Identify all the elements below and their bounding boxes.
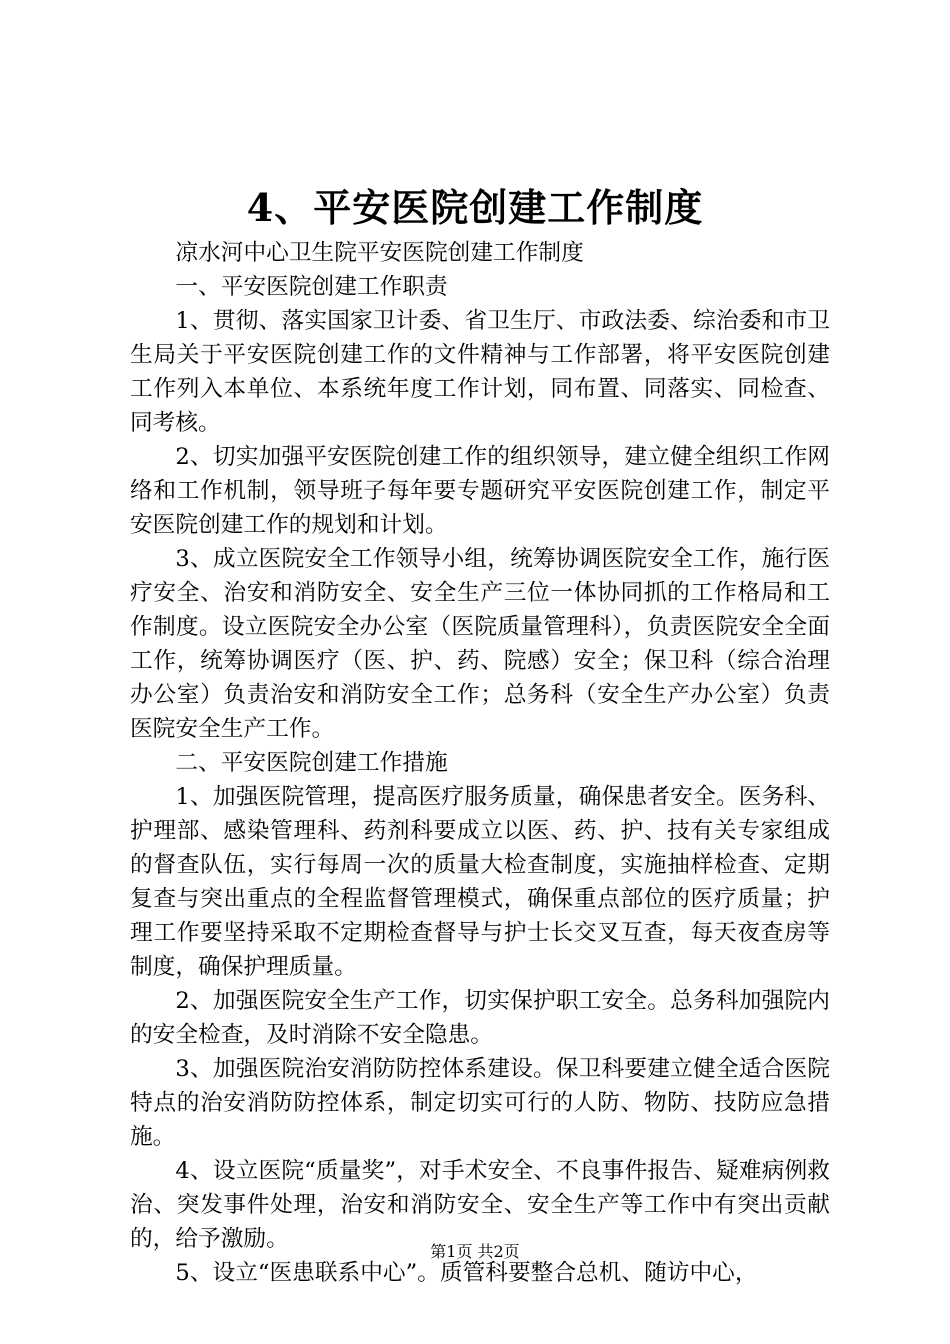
- document-body: [130, 236, 830, 1290]
- section-heading-measures: 二、平安医院创建工作措施: [175, 750, 448, 776]
- document-title: 4、平安医院创建工作制度: [246, 185, 704, 230]
- paragraph-measure-1: 1、加强医院管理，提高医疗服务质量，确保患者安全。医务科、护理部、感染管理科、药剂科要成立以医、药、护、技有关专家组成的督查队伍，实行每周一次的质量大检查制度，实施抽样检查、定期复查与突出重点的全程监督管理模式，确保重点部位的医疗质量；护理工作要坚持采取不定期检查督导与护士长交叉互查，每天夜查房等制度，确保护理质量。: [130, 784, 830, 980]
- section-heading-duties: 一、平安医院创建工作职责: [175, 274, 448, 300]
- paragraph-measure-2: 2、加强医院安全生产工作，切实保护职工安全。总务科加强院内的安全检查，及时消除不安全隐患。: [130, 988, 830, 1048]
- paragraph-duty-1: 1、贯彻、落实国家卫计委、省卫生厅、市政法委、综治委和市卫生局关于平安医院创建工作的文件精神与工作部署，将平安医院创建工作列入本单位、本系统年度工作计划，同布置、同落实、同检查、同考核。: [130, 308, 830, 436]
- paragraph-measure-3: 3、加强医院治安消防防控体系建设。保卫科要建立健全适合医院特点的治安消防防控体系，制定切实可行的人防、物防、技防应急措施。: [130, 1056, 830, 1150]
- paragraph-measure-5: 5、设立“医患联系中心”。质管科要整合总机、随访中心，: [175, 1260, 758, 1286]
- paragraph-duty-2: 2、切实加强平安医院创建工作的组织领导，建立健全组织工作网络和工作机制，领导班子每年要专题研究平安医院创建工作，制定平安医院创建工作的规划和计划。: [130, 444, 830, 538]
- paragraph-measure-4: 4、设立医院“质量奖”，对手术安全、不良事件报告、疑难病例救治、突发事件处理，治安和消防安全、安全生产等工作中有突出贡献的，给予激励。: [130, 1158, 830, 1252]
- paragraph-unit-title: 凉水河中心卫生院平安医院创建工作制度: [175, 240, 584, 266]
- page-footer: 第1页 共2页: [430, 1242, 520, 1261]
- paragraph-duty-3: 3、成立医院安全工作领导小组，统筹协调医院安全工作，施行医疗安全、治安和消防安全、安全生产三位一体协同抓的工作格局和工作制度。设立医院安全办公室（医院质量管理科），负责医院安全全面工作，统筹协调医疗（医、护、药、院感）安全；保卫科（综合治理办公室）负责治安和消防安全工作；总务科（安全生产办公室）负责医院安全生产工作。: [130, 546, 830, 742]
